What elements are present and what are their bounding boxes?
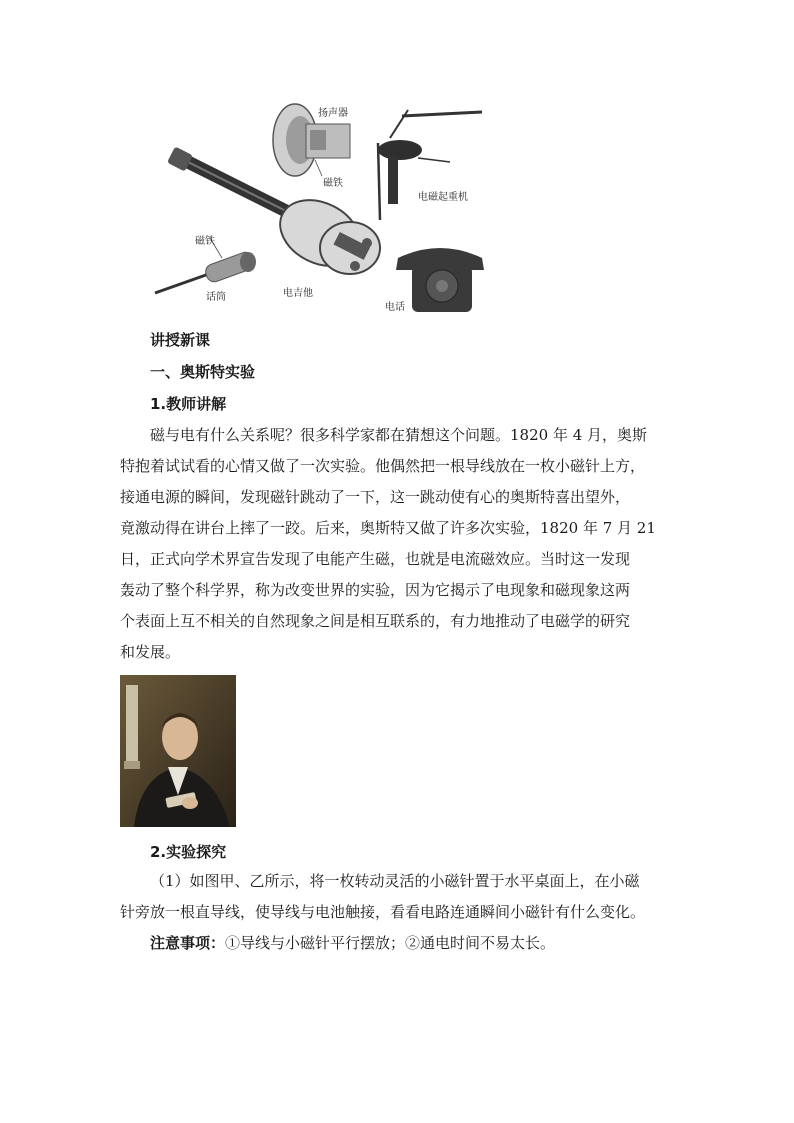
speaker-label: 扬声器 <box>318 108 348 119</box>
item1-title: 1.教师讲解 <box>150 395 227 413</box>
experiment-line: （1）如图甲、乙所示，将一枚转动灵活的小磁针置于水平桌面上，在小磁 <box>150 872 640 890</box>
telephone-image <box>396 248 484 312</box>
guitar-label: 电吉他 <box>283 288 313 299</box>
crane-label: 电磁起重机 <box>418 192 468 203</box>
electric-guitar-image <box>167 146 380 278</box>
section-heading: 讲授新课 <box>150 331 211 349</box>
telephone-label: 电话 <box>385 302 405 313</box>
microphone-magnet-label: 磁铁 <box>195 236 215 247</box>
paragraph-line: 接通电源的瞬间，发现磁针跳动了一下，这一跳动使有心的奥斯特喜出望外， <box>120 488 631 506</box>
paragraph-line: 个表面上互不相关的自然现象之间是相互联系的，有力地推动了电磁学的研究 <box>120 612 631 630</box>
item2-title: 2.实验探究 <box>150 843 227 861</box>
microphone-label: 话筒 <box>206 292 226 303</box>
figure-illustration <box>150 98 490 318</box>
experiment-line: 针旁放一根直导线，使导线与电池触接，看看电路连通瞬间小磁针有什么变化。 <box>120 903 646 921</box>
electromagnet-applications-figure <box>150 98 490 318</box>
note-label: 注意事项： <box>150 934 226 952</box>
oersted-portrait <box>120 675 236 827</box>
paragraph-line: 磁与电有什么关系呢？很多科学家都在猜想这个问题。1820 年 4 月，奥斯 <box>150 426 648 444</box>
speaker-magnet-label: 磁铁 <box>323 178 343 189</box>
paragraph-line: 特抱着试试看的心情又做了一次实验。他偶然把一根导线放在一枚小磁针上方， <box>120 457 646 475</box>
subsection-heading: 一、奥斯特实验 <box>150 363 256 381</box>
paragraph-line: 和发展。 <box>120 643 181 661</box>
note-text: ①导线与小磁针平行摆放；②通电时间不易太长。 <box>225 934 556 952</box>
experiment-paragraph <box>120 866 680 959</box>
paragraph-line: 竟激动得在讲台上摔了一跤。后来，奥斯特又做了许多次实验，1820 年 7 月 21 <box>120 519 656 537</box>
note-line <box>120 928 680 959</box>
electromagnetic-crane-image <box>378 110 482 220</box>
paragraph-line: 轰动了整个科学界，称为改变世界的实验，因为它揭示了电现象和磁现象这两 <box>120 581 631 599</box>
oersted-paragraph <box>120 420 680 668</box>
paragraph-line: 日，正式向学术界宣告发现了电能产生磁，也就是电流磁效应。当时这一发现 <box>120 550 631 568</box>
